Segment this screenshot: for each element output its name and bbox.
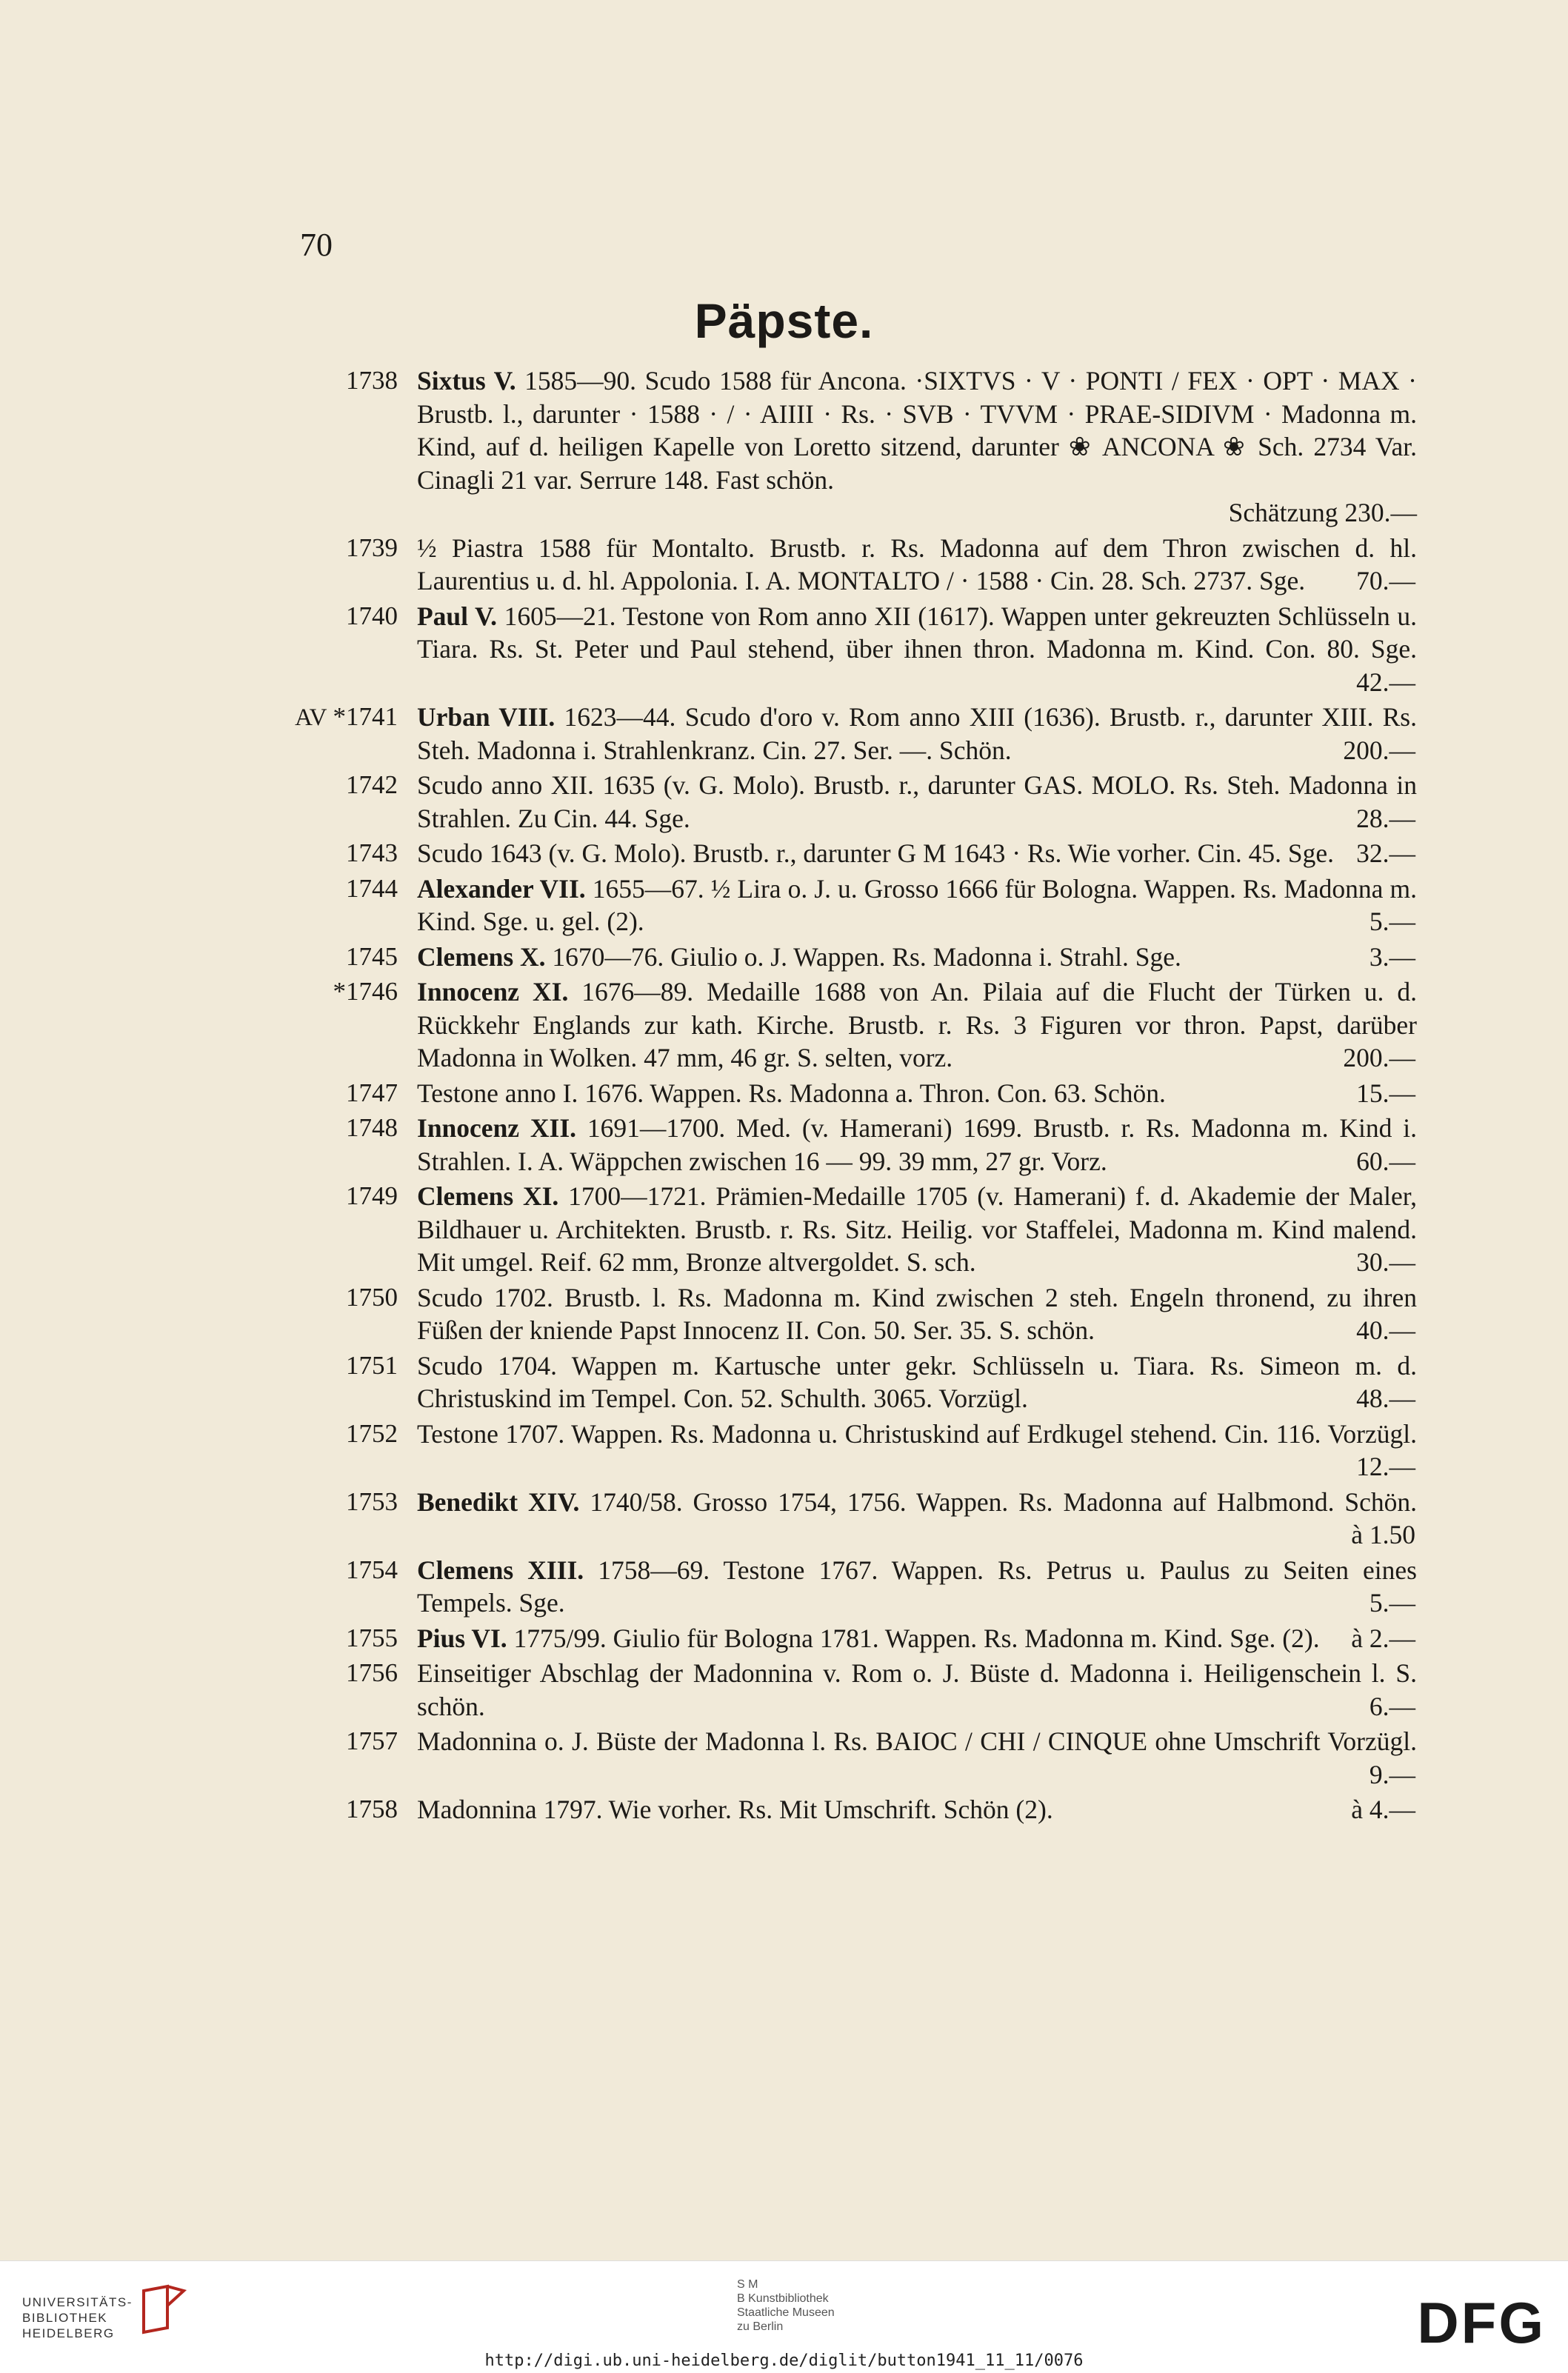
pope-name: Clemens XIII. [417,1555,584,1585]
catalogue-entry [0,1077,1568,1110]
price: 200.— [1343,735,1415,765]
page-title: Päpste. [694,293,874,348]
lot-number [346,837,398,870]
entry-text: 1691—1700. Med. (v. Hamerani) 1699. Brustb. r. Rs. Madonna m. Kind i. Strahlen. I. A. Wäppchen zwischen 16 — 99. 39 mm, 27 gr. Vorz. [417,1113,1417,1176]
price: à 1.50 [1351,1520,1415,1549]
lot-number [346,769,398,802]
entry-text: 1670—76. Giulio o. J. Wappen. Rs. Madonna i. Strahl. Sge. [545,941,1181,972]
entry-description [417,1349,1417,1415]
entry-text: 1775/99. Giulio für Bologna 1781. Wappen. Rs. Madonna m. Kind. Sge. (2). [507,1623,1320,1653]
lot-number-text: 1755 [346,1623,398,1652]
catalogue-entry [0,600,1568,699]
lot-number [346,1554,398,1587]
lot-number-text: 1739 [346,533,398,562]
lot-number-text: 1756 [346,1658,398,1687]
entry-text: 1758—69. Testone 1767. Wappen. Rs. Petrus u. Paulus zu Seiten eines Tempels. Sge. [417,1555,1417,1618]
entry-description [417,1486,1417,1552]
entry-text: Scudo 1643 (v. G. Molo). Brustb. r., darunter G M 1643 · Rs. Wie vorher. Cin. 45. Sge. [417,838,1335,868]
catalogue-entry [0,532,1568,598]
entry-description [417,769,1417,835]
price: 5.— [1369,907,1415,936]
lot-number [346,1793,398,1826]
catalogue-entry [0,975,1568,1075]
pope-name: Benedikt XIV. [417,1486,580,1517]
lot-number [346,1725,398,1758]
lot-number-text: 1738 [346,366,398,395]
catalogue-entry [0,1112,1568,1178]
lot-number-text: 1745 [346,941,398,971]
pope-name: Innocenz XII. [417,1113,577,1143]
entry-text: 1623—44. Scudo d'oro v. Rom anno XIII (1636). Brustb. r., darunter XIII. Rs. Steh. Madonna i. Strahlenkranz. Cin. 27. Ser. —. Schön. [417,702,1417,765]
price: 6.— [1369,1691,1415,1721]
entry-description [417,1112,1417,1178]
entries-list [0,364,1568,1829]
museum-stamp [737,2277,835,2334]
entry-description [417,600,1417,699]
price: 60.— [1356,1146,1415,1176]
entry-description [417,1554,1417,1620]
catalogue-entry [0,1281,1568,1347]
footer-bar [0,2260,1568,2373]
lot-number-text: *1746 [333,977,398,1006]
estimate: Schätzung 230.— [1228,498,1417,527]
entry-description [417,1622,1417,1655]
entry-text: 1605—21. Testone von Rom anno XII (1617). Wappen unter gekreuzten Schlüsseln u. Tiara. Rs. St. Peter und Paul stehend, über ihnen thron. Madonna m. Kind. Con. 80. Sge. [417,601,1418,664]
entry-text: Einseitiger Abschlag der Madonnina v. Rom o. J. Büste d. Madonna i. Heiligenschein l. S. schön. [417,1658,1417,1721]
entry-description [417,1180,1417,1279]
pope-name: Paul V. [417,601,497,631]
entry-text: 1655—67. ½ Lira o. J. u. Grosso 1666 für Bologna. Wappen. Rs. Madonna m. Kind. Sge. u. gel. (2). [417,873,1417,936]
entry-text: Scudo 1704. Wappen m. Kartusche unter gekr. Schlüsseln u. Tiara. Rs. Simeon m. d. Christuskind im Tempel. Con. 52. Schulth. 3065. Vorzügl. [417,1350,1417,1413]
entry-text: Testone anno I. 1676. Wappen. Rs. Madonna a. Thron. Con. 63. Schön. [417,1078,1166,1108]
entry-description [417,872,1417,938]
library-line: BIBLIOTHEK [22,2311,108,2325]
entry-description [417,1077,1417,1110]
price: 32.— [1356,838,1415,868]
catalogue-entry [0,769,1568,835]
lot-number [346,1349,398,1383]
catalogue-entry [0,701,1568,767]
library-logo-icon [138,2283,190,2335]
pope-name: Sixtus V. [417,366,516,396]
price: 200.— [1343,1043,1415,1072]
entry-description [417,364,1417,530]
entry-description [417,941,1417,974]
lot-number-text: 1757 [346,1726,398,1755]
entry-text: Madonnina 1797. Wie vorher. Rs. Mit Umschrift. Schön (2). [417,1795,1053,1824]
lot-number [346,1180,398,1213]
price: 15.— [1356,1078,1415,1108]
lot-number [346,600,398,633]
entry-text: 1740/58. Grosso 1754, 1756. Wappen. Rs. Madonna auf Halbmond. Schön. [579,1486,1417,1517]
entry-description [417,1418,1417,1483]
lot-number [346,364,398,398]
pope-name: Innocenz XI. [417,977,569,1007]
catalogue-entry [0,364,1568,530]
stamp-line: zu Berlin [737,2320,784,2333]
lot-number [346,872,398,906]
lot-number [346,1657,398,1690]
lot-number-text: 1749 [346,1181,398,1210]
catalogue-entry [0,1725,1568,1791]
catalogue-entry [0,941,1568,974]
price: 9.— [1369,1759,1415,1789]
pope-name: Clemens X. [417,941,546,972]
catalogue-entry [0,1418,1568,1483]
entry-text: Scudo 1702. Brustb. l. Rs. Madonna m. Kind zwischen 2 steh. Engeln thronend, zu ihren Füßen der kniende Papst Innocenz II. Con. 50. Ser. 35. S. schön. [417,1282,1417,1345]
pope-name: Urban VIII. [417,702,556,732]
lot-number-text: 1743 [346,838,398,867]
entry-description [417,1793,1417,1826]
stamp-line: B Kunstbibliothek [737,2292,829,2305]
lot-number-text: 1758 [346,1795,398,1823]
lot-number [346,1077,398,1110]
lot-number [333,975,398,1009]
catalogue-entry [0,1349,1568,1415]
entry-text: 1700—1721. Prämien-Medaille 1705 (v. Hamerani) f. d. Akademie der Maler, Bildhauer u. Architekten. Brustb. r. Rs. Sitz. Heilig. vor Staffelei, Madonna m. Kind malend. Mit umgel. Reif. 62 mm, Bronze altvergoldet. S. sch. [417,1181,1417,1277]
catalogue-entry [0,837,1568,870]
library-line: UNIVERSITÄTS- [22,2295,133,2309]
catalogue-entry [0,1486,1568,1552]
catalogue-entry [0,872,1568,938]
price: 30.— [1356,1247,1415,1277]
entry-text: Scudo anno XII. 1635 (v. G. Molo). Brustb. r., darunter GAS. MOLO. Rs. Steh. Madonna in Strahlen. Zu Cin. 44. Sge. [417,770,1417,833]
lot-number-text: 1748 [346,1113,398,1142]
price: 3.— [1369,941,1415,972]
dfg-logo: DFG [1417,2290,1546,2355]
lot-number [346,1112,398,1145]
price: 28.— [1356,803,1415,833]
lot-number-text: 1753 [346,1486,398,1516]
catalogue-entry [0,1180,1568,1279]
entry-description [417,837,1417,870]
catalogue-entry [0,1793,1568,1826]
price: 48.— [1356,1384,1415,1413]
lot-number [346,941,398,974]
price: à 2.— [1351,1623,1415,1653]
lot-number-text: 1747 [346,1078,398,1107]
lot-number-text: 1752 [346,1418,398,1448]
price: 12.— [1356,1452,1415,1481]
entry-text: ½ Piastra 1588 für Montalto. Brustb. r. Rs. Madonna auf dem Thron zwischen d. hl. Laurentius u. d. hl. Appolonia. I. A. MONTALTO / · 1588 · Cin. 28. Sch. 2737. Sge. [417,533,1417,595]
library-name [22,2294,133,2341]
page-url-link[interactable]: http://digi.ub.uni-heidelberg.de/diglit/button1941_11_11/0076 [484,2352,1084,2370]
lot-number [346,532,398,565]
entry-description [417,532,1417,598]
entry-text: 1676—89. Medaille 1688 von An. Pilaia auf die Flucht der Türken u. d. Rückkehr Englands zur kath. Kirche. Brustb. r. Rs. 3 Figuren vor thron. Papst, darüber Madonna in Wolken. 47 mm, 46 gr. S. selten, vorz. [417,977,1417,1072]
entry-description [417,975,1417,1075]
pope-name: Pius VI. [417,1623,507,1653]
lot-number [346,1418,398,1451]
entry-description [417,1281,1417,1347]
lot-number-text: 1751 [346,1350,398,1380]
entry-description [417,1725,1417,1791]
entry-description [417,701,1417,767]
lot-number-text: 1744 [346,873,398,903]
catalogue-entry [0,1554,1568,1620]
pope-name: Clemens XI. [417,1181,559,1211]
price: 42.— [1356,667,1415,697]
price: 40.— [1356,1315,1415,1345]
page-number: 70 [300,227,333,263]
price: à 4.— [1351,1795,1415,1824]
stamp-line: Staatliche Museen [737,2306,835,2319]
entry-text: Madonnina o. J. Büste der Madonna l. Rs. BAIOC / CHI / CINQUE ohne Umschrift Vorzügl. [417,1726,1417,1756]
catalogue-entry [0,1657,1568,1723]
lot-number-text: *1741 [333,702,398,731]
lot-number-text: 1742 [346,770,398,799]
gold-mark: AV [295,704,327,731]
price: 70.— [1356,566,1415,595]
lot-number [346,1281,398,1315]
entry-text: 1585—90. Scudo 1588 für Ancona. ·SIXTVS · V · PONTI / FEX · OPT · MAX · Brustb. l., darunter · 1588 · / · AIIII · Rs. · SVB · TVVM · PRAE-SIDIVM · Madonna m. Kind, auf d. heiligen Kapelle von Loretto sitzend, darunter ❀ ANCONA ❀ Sch. 2734 Var. Cinagli 21 var. Serrure 148. Fast schön. [417,366,1417,495]
lot-number-text: 1754 [346,1555,398,1584]
catalogue-entry [0,1622,1568,1655]
lot-number [295,701,398,735]
entry-description [417,1657,1417,1723]
stamp-line: S M [737,2278,758,2291]
lot-number-text: 1740 [346,601,398,630]
entry-text: Testone 1707. Wappen. Rs. Madonna u. Christuskind auf Erdkugel stehend. Cin. 116. Vorzügl. [417,1418,1417,1449]
lot-number [346,1622,398,1655]
lot-number-text: 1750 [346,1282,398,1312]
pope-name: Alexander VII. [417,873,586,904]
library-line: HEIDELBERG [22,2326,115,2340]
price: 5.— [1369,1588,1415,1618]
lot-number [346,1486,398,1519]
